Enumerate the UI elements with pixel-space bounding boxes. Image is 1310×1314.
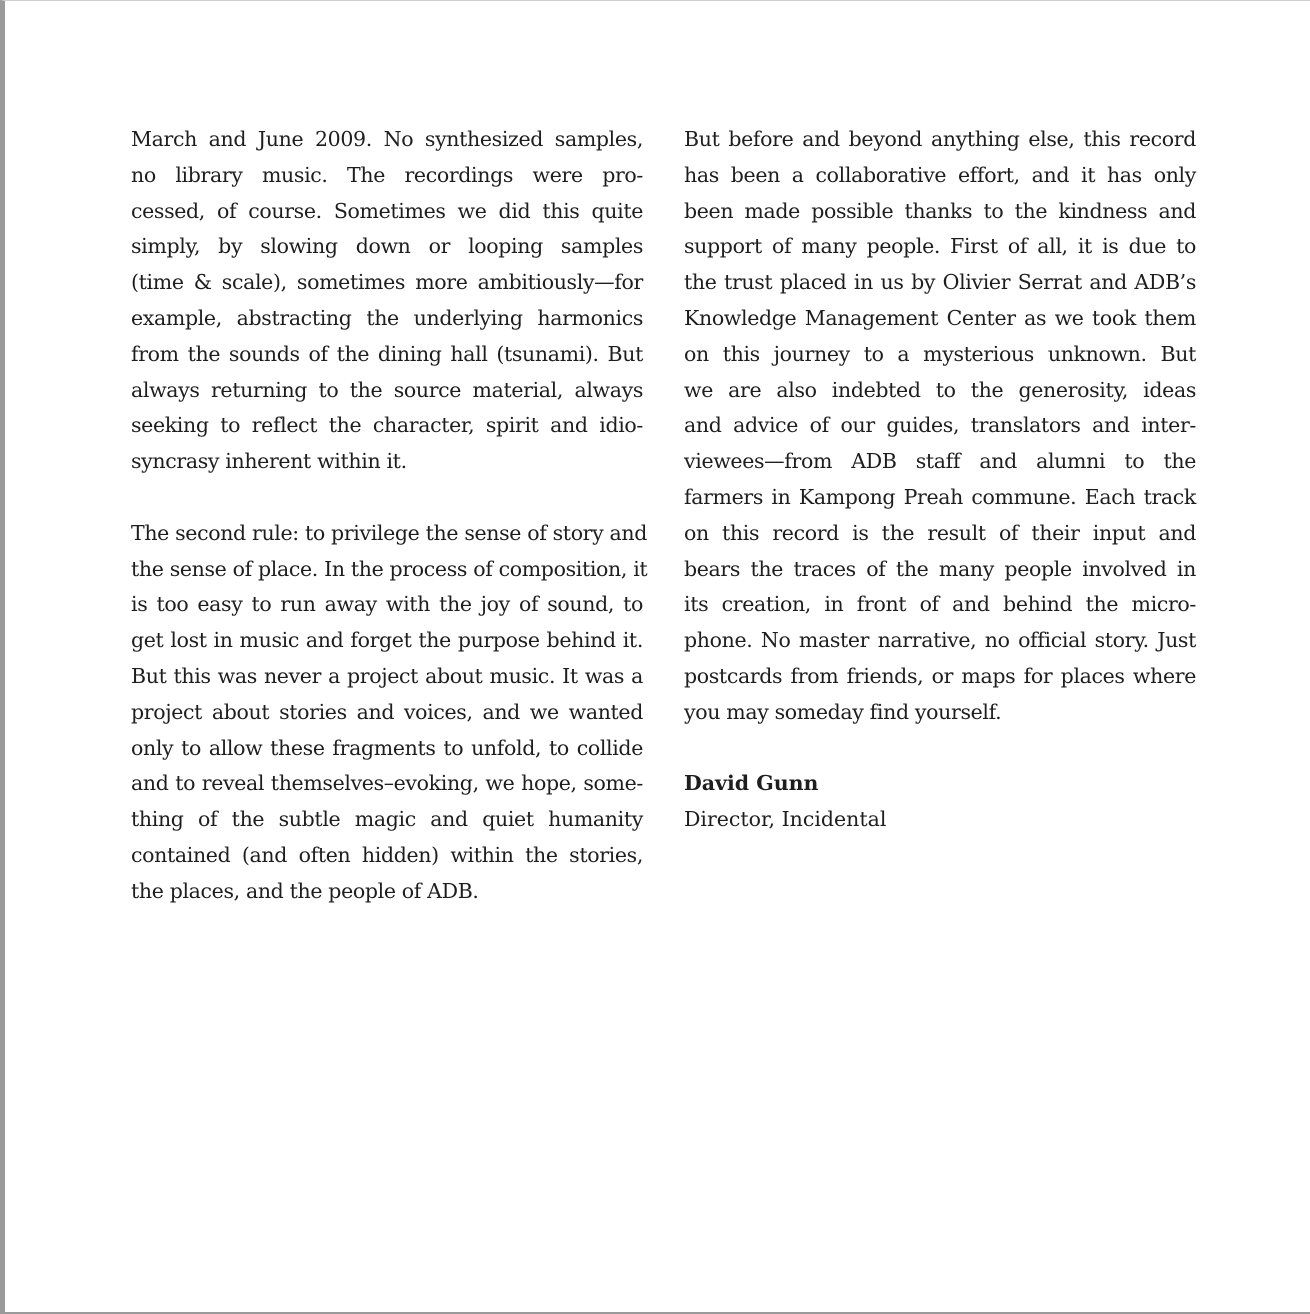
text-line: contained (and often hidden) within the stories,: [131, 842, 643, 867]
left-paragraph-1: [131, 122, 643, 480]
text-line: you may someday find yourself.: [684, 699, 1002, 724]
text-line: cessed, of course. Sometimes we did this quite: [131, 198, 643, 223]
left-column: [131, 122, 648, 910]
right-column: [684, 122, 1196, 838]
text-line: support of many people. First of all, it is due to: [684, 234, 1196, 259]
text-line: But this was never a project about music. It was a: [131, 663, 643, 688]
signature-name: David Gunn: [684, 771, 819, 796]
text-line: only to allow these fragments to unfold, to collide: [131, 735, 643, 760]
text-line: been made possible thanks to the kindness and: [684, 198, 1196, 223]
text-line: postcards from friends, or maps for places where: [684, 663, 1196, 688]
right-paragraph-1: [684, 122, 1196, 731]
text-line: viewees—from ADB staff and alumni to the: [684, 449, 1196, 474]
text-line: the places, and the people of ADB.: [131, 878, 479, 903]
paragraph-gap: [684, 731, 1196, 767]
text-line: we are also indebted to the generosity, ideas: [684, 377, 1196, 402]
text-line: seeking to reflect the character, spirit and idio-: [131, 413, 643, 438]
text-line: bears the traces of the many people involved in: [684, 556, 1196, 581]
left-paragraph-2: [131, 516, 648, 910]
text-line: simply, by slowing down or looping samples: [131, 234, 643, 259]
text-line: the sense of place. In the process of composition, it: [131, 556, 648, 581]
text-line: no library music. The recordings were pro-: [131, 162, 643, 187]
text-line: its creation, in front of and behind the micro-: [684, 592, 1196, 617]
text-line: The second rule: to privilege the sense of story and: [131, 520, 648, 545]
text-line: farmers in Kampong Preah commune. Each track: [684, 484, 1196, 509]
text-line: get lost in music and forget the purpose behind it.: [131, 628, 643, 653]
text-line: March and June 2009. No synthesized samples,: [131, 127, 643, 151]
text-line: syncrasy inherent within it.: [131, 449, 407, 474]
text-line: the trust placed in us by Olivier Serrat and ADB’s: [684, 270, 1196, 295]
text-line: But before and beyond anything else, this record: [684, 127, 1196, 151]
text-line: has been a collaborative effort, and it has only: [684, 162, 1196, 187]
text-line: (time & scale), sometimes more ambitiously—for: [131, 270, 643, 295]
text-line: is too easy to run away with the joy of sound, to: [131, 592, 643, 617]
text-line: from the sounds of the dining hall (tsunami). But: [131, 341, 643, 366]
text-line: always returning to the source material, always: [131, 377, 643, 402]
text-line: project about stories and voices, and we wanted: [131, 699, 643, 724]
text-line: on this record is the result of their input and: [684, 520, 1196, 545]
signature-block: [684, 766, 1196, 838]
text-line: on this journey to a mysterious unknown. But: [684, 341, 1196, 366]
text-line: thing of the subtle magic and quiet humanity: [131, 807, 643, 832]
text-line: phone. No master narrative, no official story. Just: [684, 628, 1196, 653]
text-line: Knowledge Management Center as we took them: [684, 305, 1196, 330]
paragraph-gap: [131, 480, 643, 516]
signature-title: Director, Incidental: [684, 807, 887, 832]
text-line: example, abstracting the underlying harmonics: [131, 305, 643, 330]
text-line: and to reveal themselves–evoking, we hope, some-: [131, 771, 643, 796]
text-line: and advice of our guides, translators and inter-: [684, 413, 1196, 438]
